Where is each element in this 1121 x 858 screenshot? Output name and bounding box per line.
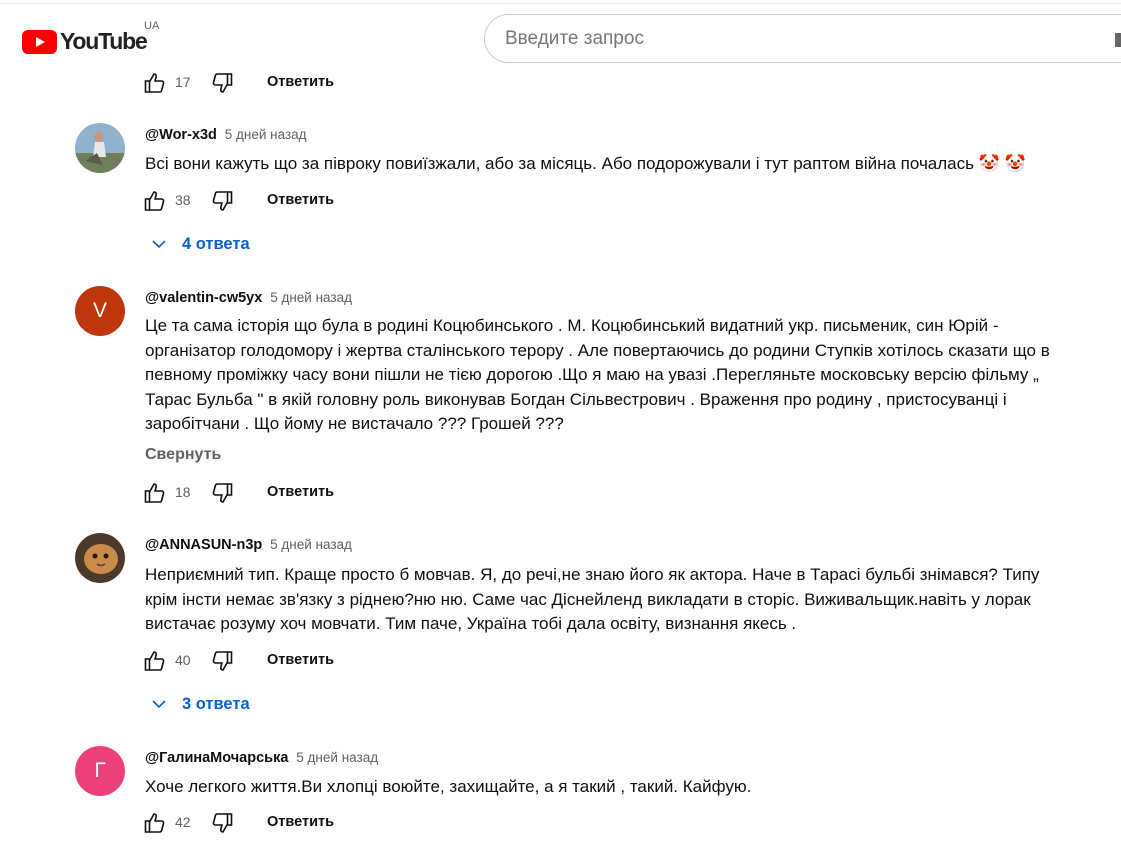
comment-text-line: Неприємний тип. Краще просто б мовчав. Я, до речі,не знаю його як актора. Наче в Тарасі бульбі знімався? Типу (145, 565, 1040, 584)
comment-text-line: вистачає розуму хоч мовчати. Тим паче, Україна тобі дала освіту, визнання якесь . (145, 614, 797, 633)
reply-button[interactable]: Ответить (267, 74, 335, 90)
comment-time[interactable]: 5 дней назад (270, 290, 352, 305)
comment-author[interactable]: @Wor-x3d (145, 127, 217, 143)
like-count: 40 (175, 652, 191, 668)
thumbs-up-icon[interactable] (143, 189, 167, 213)
thumbs-down-icon[interactable] (210, 649, 234, 673)
youtube-logo[interactable] (22, 28, 147, 55)
comment-text-line: Це та сама історія що була в родині Коцюбинського . М. Коцюбинський видатний укр. письменик, син Юрій - (145, 316, 999, 335)
comment-author[interactable]: @valentin-cw5yx (145, 290, 263, 306)
country-code: UA (144, 20, 160, 32)
avatar[interactable] (75, 746, 125, 796)
comment-actions (0, 649, 400, 673)
masthead (0, 0, 1121, 72)
comment-text-line: крім інсти немає зв'язку з ріднею?ню ню. Саме час Діснейленд викладати в сторіс. Виживальщик.навіть у лорак (145, 589, 1031, 609)
comment-actions (0, 189, 400, 213)
avatar[interactable] (75, 533, 125, 583)
comment-text (145, 563, 1115, 637)
comment-text (145, 314, 1115, 437)
comment-text-line: певному проміжку часу вони пішли не тією дорогою .Що я маю на увазі .Перегляньте московську версію фільму „ (145, 365, 1039, 384)
search-box[interactable] (484, 14, 1121, 63)
thumbs-up-icon[interactable] (143, 481, 167, 505)
comment-actions (0, 481, 400, 505)
avatar-letter: V (92, 299, 107, 322)
collapse-button[interactable]: Свернуть (145, 446, 222, 463)
replies-count: 3 ответа (182, 694, 250, 713)
comment-text-line: Тарас Бульба " в якій головну роль виконував Богдан Сільвестрович . Враження про родину , пристосуванці і (145, 389, 1007, 409)
show-replies-button[interactable] (150, 232, 250, 256)
comment-text: Хоче легкого життя.Ви хлопці воюйте, захищайте, а я такий , такий. Кайфую. (145, 777, 752, 796)
avatar-letter: Г (94, 759, 106, 782)
avatar[interactable] (75, 123, 125, 173)
replies-count: 4 ответа (182, 234, 250, 253)
thumbs-down-icon[interactable] (210, 189, 234, 213)
thumbs-down-icon[interactable] (210, 481, 234, 505)
comment-header (145, 536, 352, 553)
reply-button[interactable]: Ответить (267, 652, 335, 668)
comment-time[interactable]: 5 дней назад (270, 537, 352, 552)
reply-button[interactable]: Ответить (267, 484, 335, 500)
youtube-play-icon (22, 30, 57, 54)
keyboard-icon[interactable] (1115, 33, 1121, 47)
reply-button[interactable]: Ответить (267, 814, 335, 830)
avatar-photo-icon (75, 123, 125, 173)
comment-author[interactable]: @ANNASUN-n3p (145, 537, 263, 553)
chevron-down-icon (150, 695, 168, 713)
comment-text-line: заробітчани . Що йому не вистачало ??? Грошей ??? (145, 414, 564, 433)
avatar-photo-icon (75, 533, 125, 583)
thumbs-up-icon[interactable] (143, 71, 167, 95)
like-count: 18 (175, 484, 191, 500)
thumbs-up-icon[interactable] (143, 811, 167, 835)
comment-author[interactable]: @ГалинаМочарська (145, 750, 289, 766)
thumbs-down-icon[interactable] (210, 71, 234, 95)
comment-actions (0, 811, 400, 835)
like-count: 38 (175, 192, 191, 208)
like-count: 42 (175, 814, 191, 830)
reply-button[interactable]: Ответить (267, 192, 335, 208)
comment-actions (0, 71, 400, 95)
comment-text-line: організатор голодомору і жертва сталінського терору . Але повертаючись до родини Ступків хотілось сказати що в (145, 340, 1050, 360)
top-divider (0, 3, 1121, 4)
avatar[interactable] (75, 286, 125, 336)
thumbs-up-icon[interactable] (143, 649, 167, 673)
comment-header (145, 749, 378, 766)
like-count: 17 (175, 74, 191, 90)
show-replies-button[interactable] (150, 692, 250, 716)
comment-text: Всі вони кажуть що за півроку повиїзжали, або за місяць. Або подорожували і тут раптом війна почалась 🤡 🤡 (145, 154, 1026, 173)
comment-header (145, 289, 352, 306)
thumbs-down-icon[interactable] (210, 811, 234, 835)
chevron-down-icon (150, 235, 168, 253)
search-input[interactable] (505, 28, 1085, 50)
comment-time[interactable]: 5 дней назад (224, 127, 307, 142)
comment-header (145, 126, 307, 143)
logo-text: YouTube (60, 28, 147, 54)
comment-time[interactable]: 5 дней назад (296, 750, 379, 765)
